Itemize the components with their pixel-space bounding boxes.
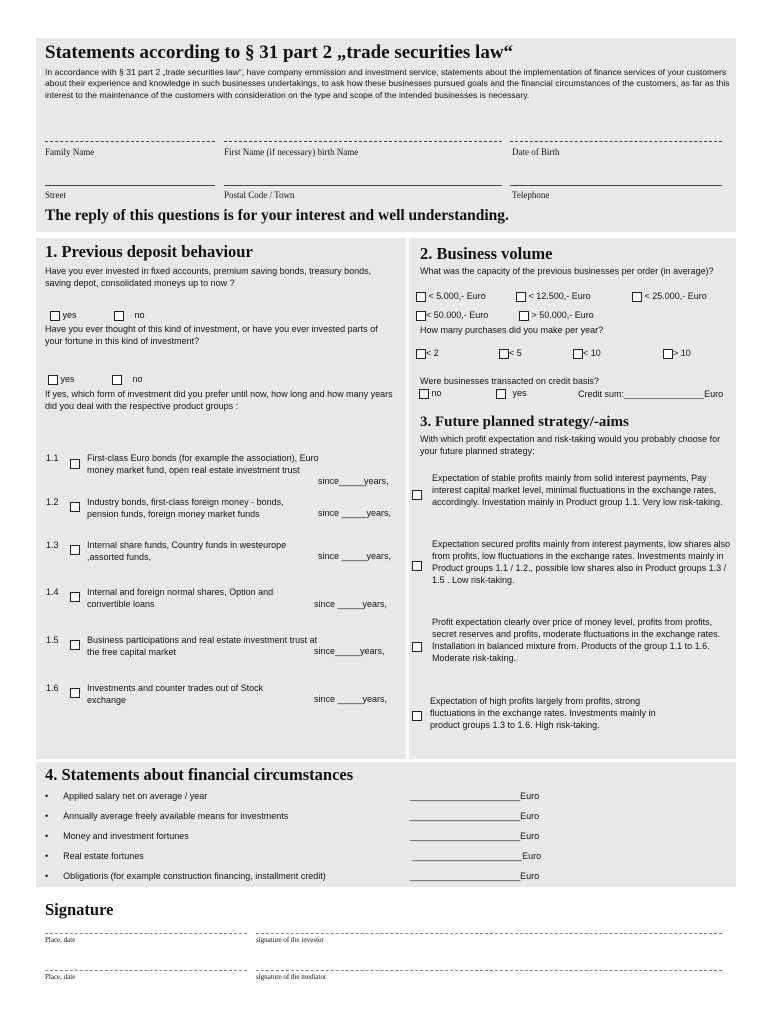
fin-item-value[interactable]: ______________________Euro xyxy=(410,871,540,881)
cap-option-1 xyxy=(416,291,486,302)
cap-checkbox[interactable] xyxy=(416,292,426,302)
fin-item: • Money and investment fortunes xyxy=(45,831,189,841)
credit-yes-checkbox[interactable] xyxy=(496,389,506,399)
strategy-1-checkbox[interactable] xyxy=(412,490,422,500)
section1-title: 1. Previous deposit behaviour xyxy=(45,242,253,261)
item-text: Industry bonds, first-class foreign money - bonds, pension funds, foreign money market funds xyxy=(87,497,284,519)
item-1-2-checkbox[interactable] xyxy=(70,502,80,512)
purchase-checkbox[interactable] xyxy=(416,349,426,359)
cap-label: < 12.500,- Euro xyxy=(528,291,591,301)
purchase-option-4 xyxy=(663,348,691,359)
item-1-4-checkbox[interactable] xyxy=(70,592,80,602)
item-number: 1.1 xyxy=(46,453,59,463)
first-name-field[interactable] xyxy=(224,141,502,142)
section3-title: 3. Future planned strategy/-aims xyxy=(420,414,629,430)
intro-text: In accordance with § 31 part 2 „trade securities law“, have company emmission and investment service, statements about the implementation of finance services of your customers about their experience and knowledge in such businesses undertakings, to ask how these businesses pursued goals and the financial circumstances of the customers, as far as this interest to the maintenance of the customers with consideration on the type and scope of the intended businesses is necessary. xyxy=(45,67,730,100)
credit-sum-field[interactable]: Credit sum:________________Euro xyxy=(578,389,724,399)
s1-q2-no-label: no xyxy=(132,374,143,384)
purchase-label: < 2 xyxy=(426,348,439,358)
s1-question2: Have you ever thought of this kind of investment, or have you ever invested parts of your fortune in this kind of investment? xyxy=(45,324,378,346)
s1-q1-no xyxy=(114,309,145,321)
place-date-field-1[interactable] xyxy=(45,933,247,934)
cap-label: < 25.000,- Euro xyxy=(644,291,707,301)
cap-option-2 xyxy=(516,291,591,302)
credit-yes-label: yes xyxy=(512,388,527,398)
cap-checkbox[interactable] xyxy=(516,292,526,302)
s1-q2-yes-label: yes xyxy=(60,374,75,384)
reply-note: The reply of this questions is for your interest and well understanding. xyxy=(45,207,509,224)
cap-checkbox[interactable] xyxy=(416,311,426,321)
item-text: First-class Euro bonds (for example the association), Euro money market fund, open real estate investment trust xyxy=(87,453,319,475)
item-text: Business participations and real estate investment trust at the free capital market xyxy=(87,635,318,657)
item-since[interactable]: since _____years, xyxy=(314,599,388,609)
mediator-signature-field[interactable] xyxy=(256,970,722,971)
credit-no xyxy=(419,388,442,399)
s1-q1-no-checkbox[interactable] xyxy=(114,311,124,321)
page-title: Statements according to § 31 part 2 „trade securities law“ xyxy=(45,42,514,63)
strategy-option: Expectation of stable profits mainly from solid interest payments, Pay interest capital market level, minimal fluctuations in the exchange rates, accordingly. Investation mainly in Product group 1.1. Very low risk-taking. xyxy=(432,473,723,507)
strategy-2-checkbox[interactable] xyxy=(412,561,422,571)
item-1-5-checkbox[interactable] xyxy=(70,640,80,650)
section4-title: 4. Statements about financial circumstances xyxy=(45,765,354,784)
s2-question3: Were businesses transacted on credit basis? xyxy=(420,376,599,386)
signature-title: Signature xyxy=(45,900,114,919)
purchase-checkbox[interactable] xyxy=(573,349,583,359)
item-number: 1.5 xyxy=(46,635,59,645)
cap-option-4 xyxy=(416,310,488,321)
fin-item-value[interactable]: ______________________Euro xyxy=(410,791,540,801)
fin-item-label: Applied salary net on average / year xyxy=(63,791,208,801)
s1-q2-no xyxy=(112,373,143,385)
fin-item: • Obligations (for example construction financing, installment credit) xyxy=(45,871,326,881)
purchase-checkbox[interactable] xyxy=(499,349,509,359)
s1-question3: If yes, which form of investment did you prefer until now, how long and how many years did you deal with the respective product groups : xyxy=(45,389,393,411)
fin-item-value[interactable]: ______________________Euro xyxy=(410,831,540,841)
cap-label: > 50.000,- Euro xyxy=(531,310,594,320)
credit-yes xyxy=(496,388,527,399)
s1-q1-yes-checkbox[interactable] xyxy=(50,311,60,321)
s2-question1: What was the capacity of the previous businesses per order (in average)? xyxy=(420,266,714,276)
telephone-label: Telephone xyxy=(512,190,550,200)
strategy-option: Expectation of high profits largely from profits, strong fluctuations in the exchange rates. Investments mainly in product groups 1.3 to 1.6. High risk-taking. xyxy=(430,696,656,730)
postal-label: Postal Code / Town xyxy=(224,190,295,200)
s3-question: With which profit expectation and risk-taking would you probably choose for your future planned strategy: xyxy=(420,434,721,456)
item-1-1-checkbox[interactable] xyxy=(70,459,80,469)
family-name-field[interactable] xyxy=(45,141,215,142)
fin-item: • Annually average freely available means for investments xyxy=(45,811,289,821)
item-since[interactable]: since _____years, xyxy=(314,694,388,704)
cap-checkbox[interactable] xyxy=(519,311,529,321)
postal-field[interactable] xyxy=(224,185,502,186)
item-number: 1.6 xyxy=(46,683,59,693)
s1-q2-yes xyxy=(48,373,75,385)
s1-q1-no-label: no xyxy=(134,310,145,320)
item-since[interactable]: since _____years, xyxy=(318,551,392,561)
item-number: 1.2 xyxy=(46,497,59,507)
cap-label: < 5.000,- Euro xyxy=(428,291,486,301)
item-1-3-checkbox[interactable] xyxy=(70,545,80,555)
s1-question1: Have you ever invested in fixed accounts, premium saving bonds, treasury bonds, saving depot, consolidated moneys up to now ? xyxy=(45,266,372,288)
item-1-6-checkbox[interactable] xyxy=(70,688,80,698)
item-since[interactable]: since_____years, xyxy=(318,476,389,486)
place-date-label: Place, date xyxy=(45,973,76,981)
purchase-label: < 10 xyxy=(583,348,601,358)
place-date-field-2[interactable] xyxy=(45,970,247,971)
fin-item-label: Obligations (for example construction financing, installment credit) xyxy=(63,871,326,881)
section2-title: 2. Business volume xyxy=(420,244,553,263)
mediator-signature-label: signature of the mediator xyxy=(256,973,327,981)
s1-q2-no-checkbox[interactable] xyxy=(112,375,122,385)
purchase-option-1 xyxy=(416,348,439,359)
fin-item-label: Money and investment fortunes xyxy=(63,831,189,841)
purchase-label: > 10 xyxy=(673,348,691,358)
cap-label: < 50.000,- Euro xyxy=(426,310,489,320)
item-text: Internal and foreign normal shares, Option and convertible loans xyxy=(87,587,274,609)
credit-no-label: no xyxy=(431,388,442,398)
s1-q1-yes-label: yes xyxy=(62,310,77,320)
cap-option-5 xyxy=(519,310,594,321)
telephone-field[interactable] xyxy=(510,185,722,186)
cap-option-3 xyxy=(632,291,707,302)
purchase-label: < 5 xyxy=(509,348,522,358)
strategy-4-checkbox[interactable] xyxy=(412,711,422,721)
first-name-label: First Name (if necessary) birth Name xyxy=(224,147,359,157)
cap-checkbox[interactable] xyxy=(632,292,642,302)
investor-signature-label: signature of the investor xyxy=(256,936,324,944)
credit-no-checkbox[interactable] xyxy=(419,389,429,399)
family-name-label: Family Name xyxy=(45,147,95,157)
street-label: Street xyxy=(45,190,66,200)
fin-item-value[interactable]: ______________________Euro xyxy=(412,851,542,861)
strategy-option: Expectation secured profits mainly from interest payments, low shares also from profits, low fluctuations in the exchange rates. Investments mainly in Product groups 1.1 / 1.2., possible low shares also in Product groups 1.3 / 1.5 . Low risk-taking. xyxy=(432,539,731,585)
purchase-checkbox[interactable] xyxy=(663,349,673,359)
s2-question2: How many purchases did you make per year? xyxy=(420,325,604,335)
place-date-label: Place, date xyxy=(45,936,76,944)
item-since[interactable]: since_____years, xyxy=(314,646,385,656)
street-field[interactable] xyxy=(45,185,215,186)
dob-field[interactable] xyxy=(510,141,722,142)
investor-signature-field[interactable] xyxy=(256,933,722,934)
s1-q2-yes-checkbox[interactable] xyxy=(48,375,58,385)
dob-label: Date of Birth xyxy=(512,147,560,157)
purchase-option-2 xyxy=(499,348,522,359)
fin-item-label: Annually average freely available means for investments xyxy=(63,811,289,821)
purchase-option-3 xyxy=(573,348,601,359)
s1-q1-yes xyxy=(50,309,77,321)
fin-item: • Applied salary net on average / year xyxy=(45,791,208,801)
strategy-3-checkbox[interactable] xyxy=(412,642,422,652)
item-text: Investments and counter trades out of Stock exchange xyxy=(87,683,264,705)
fin-item-value[interactable]: ______________________Euro xyxy=(410,811,540,821)
item-since[interactable]: since _____years, xyxy=(318,508,392,518)
item-number: 1.4 xyxy=(46,587,59,597)
fin-item-label: Real estate fortunes xyxy=(63,851,144,861)
item-number: 1.3 xyxy=(46,540,59,550)
strategy-option: Profit expectation clearly over price of money level, profits from profits, secret reserves and profits, moderate fluctuations in the exchange rates. Installation in balanced mixture from. Products of the group 1.1 to 1.6. Moderate risk-taking. xyxy=(432,617,721,663)
item-text: Internal share funds, Country funds in westeurope ,assorted funds, xyxy=(87,540,287,562)
fin-item: • Real estate fortunes xyxy=(45,851,144,861)
